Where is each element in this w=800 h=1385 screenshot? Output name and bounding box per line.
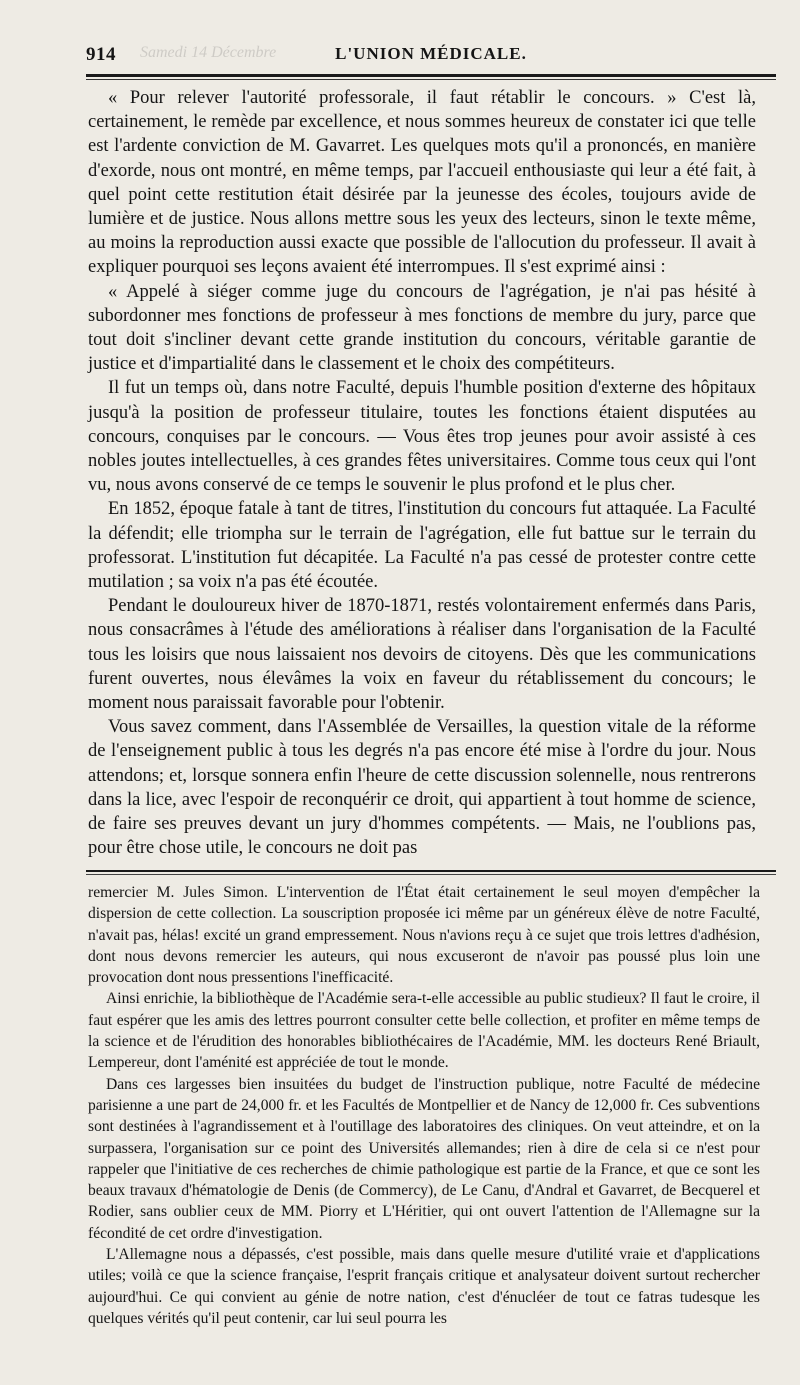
page-number: 914 xyxy=(86,44,116,65)
running-title: L'UNION MÉDICALE. xyxy=(335,44,527,63)
page-header xyxy=(86,40,776,70)
main-text xyxy=(88,86,756,861)
main-paragraph: Vous savez comment, dans l'Assemblée de Versailles, la question vitale de la réforme de l'enseignement public à tous les degrés n'a pas encore été mise à l'ordre du jour. Nous attendons; et, lorsque sonnera enfin l'heure de cette discussion solennelle, nous rentrerons dans la lice, avec l'espoir de reconquérir ce droit, qui appartient à tout homme de science, de faire ses preuves devant un jury d'hommes compétents. — Mais, ne l'oublions pas, pour être chose utile, le concours ne doit pas xyxy=(88,717,756,859)
header-rule xyxy=(86,74,776,77)
footnote-rule xyxy=(86,870,776,872)
footnote-paragraph: remercier M. Jules Simon. L'intervention de l'État était certainement le seul moyen d'empêcher la dispersion de cette collection. La souscription proposée ici même par un généreux élève de notre Faculté, n'avait pas, hélas! excité un grand empressement. Nous n'avions reçu à ce sujet que trois lettres d'adhésion, dont nous devons remercier les auteurs, qui nous excuseront de n'avoir pas poussé plus loin une provocation dont nous pressentions l'inefficacité. xyxy=(88,884,760,987)
main-paragraph: « Pour relever l'autorité professorale, il faut rétablir le concours. » C'est là, certainement, le remède par excellence, et nous sommes heureux de constater ici que telle est l'ardente conviction de M. Gavarret. Les quelques mots qu'il a prononcés, en manière d'exorde, nous ont montré, en même temps, par l'accueil enthousiaste qui leur a été fait, à quel point cette restitution était désirée par la jeunesse des écoles, toujours avide de lumière et de justice. Nous allons mettre sous les yeux des lecteurs, sinon le texte même, au moins la reproduction aussi exacte que possible de l'allocution du professeur. Il avait à expliquer pourquoi ses leçons avaient été interrompues. Il s'est exprimé ainsi : xyxy=(88,88,756,278)
main-paragraph: En 1852, époque fatale à tant de titres, l'institution du concours fut attaquée. La Faculté la défendit; elle triompha sur le terrain de l'agrégation, elle fut battue sur le terrain du professorat. L'institution fut décapitée. La Faculté n'a pas cessé de protester contre cette mutilation ; sa voix n'a pas été écoutée. xyxy=(88,499,756,593)
main-paragraph: « Appelé à siéger comme juge du concours de l'agrégation, je n'ai pas hésité à subordonner mes fonctions de professeur à mes fonctions de membre du jury, parce que tout doit s'incliner devant cette grande institution du concours, véritable garantie de justice et d'impartialité dans le classement et le choix des compétiteurs. xyxy=(88,281,756,375)
footnote-paragraph: Ainsi enrichie, la bibliothèque de l'Académie sera-t-elle accessible au public studieux? Il faut le croire, il faut espérer que les amis des lettres pourront consulter cette belle collection, et profiter en même temps de la science et de l'érudition des honorables bibliothécaires de l'Académie, MM. les docteurs René Briault, Lempereur, dont l'aménité est appréciée de tout le monde. xyxy=(88,990,760,1072)
footnote-rule-thin xyxy=(86,874,776,875)
footnote-paragraph: Dans ces largesses bien insuitées du budget de l'instruction publique, notre Faculté de médecine parisienne a une part de 24,000 fr. et les Facultés de Montpellier et de Nancy de 12,000 fr. Ces subventions sont destinées à l'agrandissement et à l'outillage des laboratoires des cliniques. On veut atteindre, et on la surpassera, l'organisation sur ce point des Universités allemandes; rien à dire de cela si ce n'est pour rappeler que l'initiative de ces recherches de chimie pathologique est partie de la France, et que ce sont les beaux travaux d'hématologie de Denis (de Commercy), de Le Canu, d'Andral et Gavarret, de Becquerel et Rodier, sans oublier ceux de MM. Piorry et L'Héritier, qui ont ouvert l'attention de l'Allemagne sur la fécondité de cet ordre d'investigation. xyxy=(88,1075,760,1242)
footnote-paragraph: L'Allemagne nous a dépassés, c'est possible, mais dans quelle mesure d'utilité vraie et d'applications utiles; voilà ce que la science française, l'esprit français critique et analysateur doivent surtout rechercher aujourd'hui. Ce qui convient au génie de notre nation, c'est d'énucléer de tout ce fatras tudesque les quelques vérités qu'il peut contenir, car lui seul pourra les xyxy=(88,1246,760,1327)
main-paragraph: Il fut un temps où, dans notre Faculté, depuis l'humble position d'externe des hôpitaux jusqu'à la position de professeur titulaire, toutes les fonctions étaient disputées au concours, conquises par le concours. — Vous êtes trop jeunes pour avoir assisté à ces nobles joutes intellectuelles, à ces grandes fêtes universitaires. Comme tous ceux qui l'ont vu, nous avons conservé de ce temps le souvenir le plus profond et le plus cher. xyxy=(88,378,756,496)
main-paragraph: Pendant le douloureux hiver de 1870-1871, restés volontairement enfermés dans Paris, nous consacrâmes à l'étude des améliorations à réaliser dans l'organisation de la Faculté tous les loisirs que nous laissaient nos devoirs de citoyens. Dès que les communications furent ouvertes, nous élevâmes la voix en faveur du rétablissement du concours; le moment nous paraissait favorable pour l'obtenir. xyxy=(88,596,756,714)
bleed-through-text: Samedi 14 Décembre xyxy=(140,44,277,61)
header-rule-thin xyxy=(86,79,776,80)
feuilleton-text xyxy=(88,882,760,1329)
